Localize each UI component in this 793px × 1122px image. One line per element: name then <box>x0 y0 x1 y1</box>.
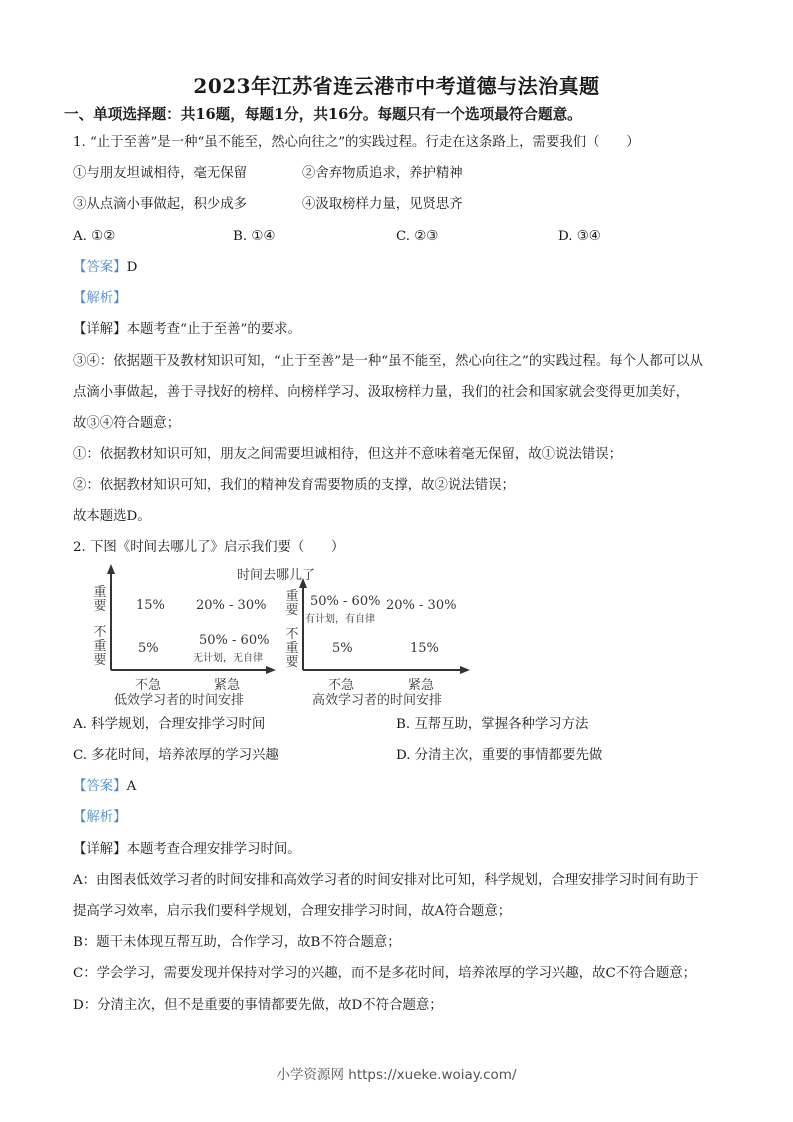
page-title: 2023年江苏省连云港市中考道德与法治真题 <box>193 74 600 98</box>
q1-option-c: C. ②③ <box>396 229 439 244</box>
analysis-tag: 【解析】 <box>73 810 127 825</box>
explanation-line: 本题考查“止于至善”的要求。 <box>126 322 301 337</box>
explanation-line: ①：依据教材知识可知，朋友之间需要坦诚相待，但这并不意味着毫无保留，故①说法错误； <box>73 447 623 462</box>
low-bottom-right: 50% - 60% <box>199 633 270 648</box>
y-label-not-important: 不重要 <box>93 625 107 668</box>
q2-option-c: C. 多花时间，培养浓厚的学习兴趣 <box>73 748 279 763</box>
q2-analysis-tag <box>73 809 127 827</box>
high-top-left: 50% - 60% <box>310 594 381 609</box>
q1-detail <box>73 321 301 339</box>
q2-option-b: B. 互帮互助，掌握各种学习方法 <box>396 717 589 732</box>
y-label-important: 重要 <box>285 589 299 618</box>
x-label-urgent: 紧急 <box>214 678 241 693</box>
answer-value: D <box>126 260 138 275</box>
low-caption: 低效学习者的时间安排 <box>114 693 245 708</box>
explanation-line: 本题考查合理安排学习时间。 <box>126 842 301 857</box>
explanation-line: ②：依据教材知识可知，我们的精神发育需要物质的支撑，故②说法错误； <box>73 478 515 493</box>
x-label-not-urgent: 不急 <box>135 678 162 693</box>
detail-tag: 【详解】 <box>73 322 127 337</box>
analysis-tag: 【解析】 <box>73 291 127 306</box>
q1-option-a: A. ①② <box>73 229 116 244</box>
footer-watermark: 小学资源网 https://xueke.woiay.com/ <box>276 1067 517 1083</box>
low-bottom-right-note: 无计划，无自律 <box>193 653 263 664</box>
low-top-left: 15% <box>136 598 165 613</box>
answer-value: A <box>126 779 137 794</box>
q1-statement-1: ①与朋友坦诚相待，毫无保留 <box>73 166 248 181</box>
low-top-right: 20% - 30% <box>196 598 267 613</box>
explanation-line: ③④：依据题干及教材知识可知，“止于至善”是一种“虽不能至，然心向往之”的实践过程。每个人都可以从 <box>73 354 703 369</box>
q2-stem: 2. 下图《时间去哪儿了》启示我们要（ ） <box>73 540 345 555</box>
time-diagram <box>80 562 500 708</box>
answer-tag: 【答案】 <box>73 260 127 275</box>
q1-option-b: B. ①④ <box>233 229 276 244</box>
explanation-line: C：学会学习，需要发现并保持对学习的兴趣，而不是多花时间，培养浓厚的学习兴趣，故C不符合题意； <box>73 966 697 981</box>
high-top-right: 20% - 30% <box>386 598 457 613</box>
low-bottom-left: 5% <box>138 641 159 656</box>
q1-stem: 1. “止于至善”是一种“虽不能至，然心向往之”的实践过程。行走在这条路上，需要我们（ ） <box>73 135 640 150</box>
section-heading: 一、单项选择题：共16题，每题1分，共16分。每题只有一个选项最符合题意。 <box>64 106 582 123</box>
q1-statement-4: ④汲取榜样力量，见贤思齐 <box>302 197 463 212</box>
q1-option-d: D. ③④ <box>558 229 601 244</box>
explanation-line: D：分清主次，但不是重要的事情都要先做，故D不符合题意； <box>73 998 443 1013</box>
q2-detail <box>73 841 301 859</box>
y-label-not-important: 不重要 <box>285 627 299 670</box>
high-caption: 高效学习者的时间安排 <box>312 693 443 708</box>
explanation-line: A：由图表低效学习者的时间安排和高效学习者的时间安排对比可知，科学规划，合理安排学习时间有助于 <box>73 873 699 888</box>
explanation-line: 提高学习效率，启示我们要科学规划，合理安排学习时间，故A符合题意； <box>73 904 512 919</box>
answer-tag: 【答案】 <box>73 779 127 794</box>
diagram-title: 时间去哪儿了 <box>237 568 316 583</box>
explanation-line: B：题干未体现互帮互助，合作学习，故B不符合题意； <box>73 935 401 950</box>
q2-answer <box>73 778 136 796</box>
high-bottom-right: 15% <box>410 641 439 656</box>
y-label-important: 重要 <box>93 585 107 614</box>
q2-option-d: D. 分清主次，重要的事情都要先做 <box>396 748 603 763</box>
detail-tag: 【详解】 <box>73 842 127 857</box>
q1-statement-2: ②舍弃物质追求，养护精神 <box>302 166 463 181</box>
explanation-line: 点滴小事做起，善于寻找好的榜样、向榜样学习、汲取榜样力量，我们的社会和国家就会变得更加美好， <box>73 385 689 400</box>
x-label-not-urgent: 不急 <box>328 678 355 693</box>
x-label-urgent: 紧急 <box>408 678 435 693</box>
q1-analysis-tag <box>73 290 127 308</box>
high-bottom-left: 5% <box>332 641 353 656</box>
explanation-line: 故③④符合题意； <box>73 416 181 431</box>
explanation-line: 故本题选D。 <box>73 509 151 524</box>
q1-statement-3: ③从点滴小事做起，积少成多 <box>73 197 248 212</box>
high-top-left-note: 有计划，有自律 <box>305 614 375 625</box>
q1-answer <box>73 259 137 277</box>
q2-option-a: A. 科学规划，合理安排学习时间 <box>73 717 266 732</box>
